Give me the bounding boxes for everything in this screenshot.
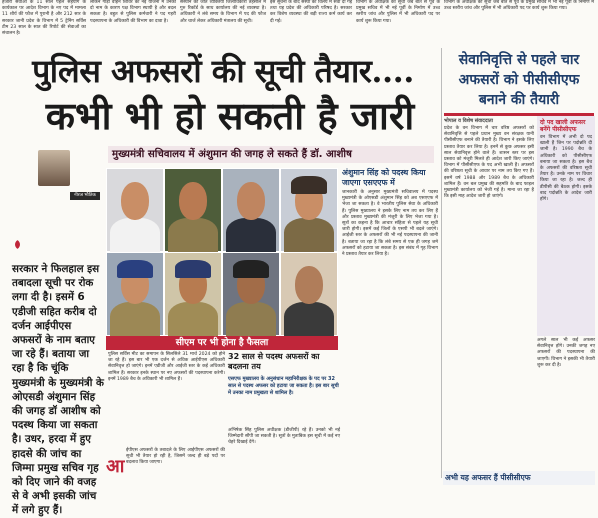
right-article-text: प्रदेश के वन विभाग में चार वरिष्ठ अफसरों को सेवानिवृत्ति से पहले प्रधान मुख्य वन संरक्षक यानी पीसीसीएफ बनाने की तैयारी है। विभाग ने इसके लिए प्रस्ताव तैयार कर लिया है। इनमें से कुछ अफसर इसी साल सेवानिवृत्त होने वाले हैं। शासन स्तर पर इस प्रस्ताव को मंजूरी मिलते ही आदेश जारी किए जाएंगे। विभाग में पीसीसीएफ के पद अभी खाली हैं। अफसरों की वरिष्ठता सूची के आधार पर नाम तय किए गए हैं। इसमें वर्ष 1988 और 1989 बैच के अधिकारी शामिल हैं। वन बल प्रमुख की सहमति के बाद फाइल मुख्यमंत्री कार्यालय को भेजी गई है। माना जा रहा है कि इसी माह आदेश जारी हो जाएंगे। [444, 126, 534, 200]
author-photo [38, 150, 70, 186]
bottom-mid-text: अभिषेक सिंह पुलिस अधीक्षक (डीजीपी) रहे हैं। उनको भी नई जिम्मेदारी सौंपी जा सकती है। सूत्रों के मुताबिक इस सूची में कई नए चेहरे दिखाई देंगे। [228, 428, 340, 446]
photo-caption: सीएम पर भी होना है फैसला [106, 336, 338, 350]
center-article-headline: अंशुमान सिंह को पदस्थ किया जाएगा एसएएफ में [342, 168, 426, 187]
officer-photo [222, 252, 280, 336]
lead-body-text: बताया जा रहा है कि चूंकि मुख्यमंत्री के मुख्यमंत्री के ओएसडी अंशुमान सिंह की जगह डॉ आशीष को पदस्थ किया जा सकता है। उधर, हरदा में हुए हादसे की जांच का जिम्मा प्रमुख सचिव गृह को दिए जाने की वजह से वे अभी इसकी जांच में लगे हुए हैं। [12, 348, 104, 517]
officer-photo [280, 168, 338, 252]
officer-photo [280, 252, 338, 336]
top-strip-column: संस्थान की जीत व्यक्तियाँ जिलाधिकारी तहसील में गुरु रिकॉर्ड के साथ कार्यालय की नई व्यवस्था है। अधिकारी ने लंबे समय के विभाग में पद की फौज और चार्ज लेकर अधिकारी मंत्रालय की सूची। [180, 0, 266, 24]
author-name: नीरज भौतिक [70, 192, 100, 200]
top-strip-column: लेकिन गाड़ी वाहन शिविर का नई योजना में उनकी दो नाम के कारण पक्ष विभाग स्थायी है और बदल सकता है। बहुत से पुलिस कर्मचारी ने पद गहरी पदस्थापना के अधिकारी की विभाग का दावा है। [90, 0, 176, 24]
lead-headline-text: सरकार ने फिलहाल इस तबादला सूची पर रोक लगा दी है। इसमें 6 एडीजी सहित करीब दो दर्जन आईपीएस अफसरों के नाम बताए जा रहे हैं। [12, 263, 100, 361]
officer-photo [106, 252, 164, 336]
right-box-title: दो पद खाली अफसर बनेंगे पीसीसीएफ [540, 119, 586, 133]
sub-headline: मुख्यमंत्री सचिवालय में अंशुमान की जगह ले सकते हैं डॉ. आशीष [108, 146, 434, 163]
main-headline-line2: कभी भी हो सकती है जारी [45, 93, 415, 138]
right-headline: सेवानिवृत्ति से पहले चार अफसरों को पीसीसीएफ बनाने की तैयारी [458, 52, 580, 108]
officer-photo [164, 252, 222, 336]
officer-photo [106, 168, 164, 252]
officer-photo-grid [106, 168, 338, 346]
bottom-left-article-text: पुलिस सर्विस मीट का समापन के सिलसिले 31 मार्च 2024 को होने जा रहे हैं। इस बार भी एक दर्जन से अधिक आईपीएस अधिकारी सेवानिवृत्त हो जाएंगे। इनमें एडीजी और आईजी स्तर के कई अधिकारी शामिल हैं। सरकार इनके स्थान पर नए अफसरों की पदस्थापना करेगी। इनमें 1989 बैच के अधिकारी भी शामिल हैं। [108, 352, 225, 382]
drop-cap: आ [106, 456, 125, 477]
top-strip-column: हजारों सेवाओं के 11 साल पहले सहयोग के कार्यकाल पर आदेश विभाग के नए पद में मामला 11 शौर्य की फौज में पुरानी है और 212 सार के सरकार जानी प्रदेश के विभाग में 5 ट्रेनिंग सर्विस टीम 23 साल के सात की रिपोर्ट की सेवाओं का संचालन है। [2, 0, 86, 37]
right-article-text-2: अगले साल भी कई अफसर सेवानिवृत्त होंगे। उनकी जगह नए अफसरों की पदस्थापना की जाएगी। विभाग ने इसकी भी तैयारी शुरू कर दी है। [537, 338, 595, 368]
top-story-strip [0, 0, 440, 42]
bottom-left-lower-text: ईपीएस अफसरों के तबादले के लिए आईपीएस अफसरों की सूची भी तैयार हो रही है, जिसमें जल्द ही बड़े पदों पर बदलाव किया जाएगा। [126, 448, 225, 466]
bottom-mid-headline: 32 साल से पदस्थ अफसरों का बदलना तय [228, 352, 320, 371]
top-strip-column: विभाग के अधीक्षक की सूची जब बात से पूर्व के प्रमुख सचिव में भी नई पूर्वी के निर्माण में उच्च स्तरीय जांच और पुलिस में भी अधिकारी पद पर कार्य शुरू किया गया। [356, 0, 440, 24]
bottom-mid-subhead: एसएफ मुख्यालय के अनुसंधान महानिरीक्षक के पद पर 32 साल से पदस्थ अफसर को हटाया जा सकता है। इस बार सूची में उनका नाम प्रमुखता से शामिल है। [228, 376, 339, 396]
main-headline-line1: पुलिस अफसरों की सूची तैयार.... [32, 52, 414, 90]
right-byline: भोपाल व विशेष संवाददाता [444, 118, 493, 124]
bottom-right-headline: अभी यह अफसर हैं पीसीसीएफ [443, 471, 595, 485]
officer-photo [222, 168, 280, 252]
lead-headline [12, 262, 104, 518]
officer-photo [164, 168, 222, 252]
center-article-text: जानकारी के अनुसार मुख्यमंत्री सचिवालय में पदस्थ मुख्यमंत्री के ओएसडी अंशुमान सिंह को अब एसएएफ में भेजा जा सकता है। वे भारतीय पुलिस सेवा के अधिकारी हैं। पुलिस मुख्यालय ने इसके लिए नाम तय कर लिए हैं और प्रस्ताव मुख्यमंत्री की मंजूरी के लिए भेजा गया है। सूत्रों का कहना है कि आचार संहिता से पहले यह सूची जारी होगी। इसमें कई जिलों के एसपी भी बदले जाएंगे। आईजी स्तर के अफसरों की भी नई पदस्थापना की जानी है। बताया जा रहा है कि लंबे समय से एक ही जगह जमे अफसरों को हटाया जा सकता है। इस संबंध में गृह विभाग ने प्रस्ताव तैयार कर लिया है। [342, 190, 438, 258]
top-strip-column: विभाग के अधीक्षक की सूची जब बात से पूर्व के प्रमुख सचिव में भी नई पूर्वी के निर्माण में उच्च स्तरीय जांच और पुलिस में भी अधिकारी पद पर कार्य शुरू किया गया। [444, 0, 594, 12]
bullet-icon [12, 239, 23, 250]
right-box-text: वन विभाग में अभी दो पद खाली हैं जिन पर पदोन्नति दी जानी है। 1990 बैच के अधिकारी को पीसीसीएफ बनाया जा सकता है। इस बैच के अफसरों की वरिष्ठता सूची तैयार है। उनके नाम पर विचार किया जा रहा है। जल्द ही डीपीसी की बैठक होगी। इसके बाद पदोन्नति के आदेश जारी होंगे। [540, 135, 592, 203]
center-article [342, 168, 438, 478]
column-divider [441, 48, 442, 478]
top-strip-column: इस सूचना के बाद संस्था का विलय में सेवा दी गई तथा यह प्रदेश की अधिकारी परिषद है। सरकार कर विशेष व्यवस्था की बड़ी राज्य कर्म कार्य कर दी गई। [270, 0, 352, 24]
right-sidebar-box [537, 116, 595, 336]
